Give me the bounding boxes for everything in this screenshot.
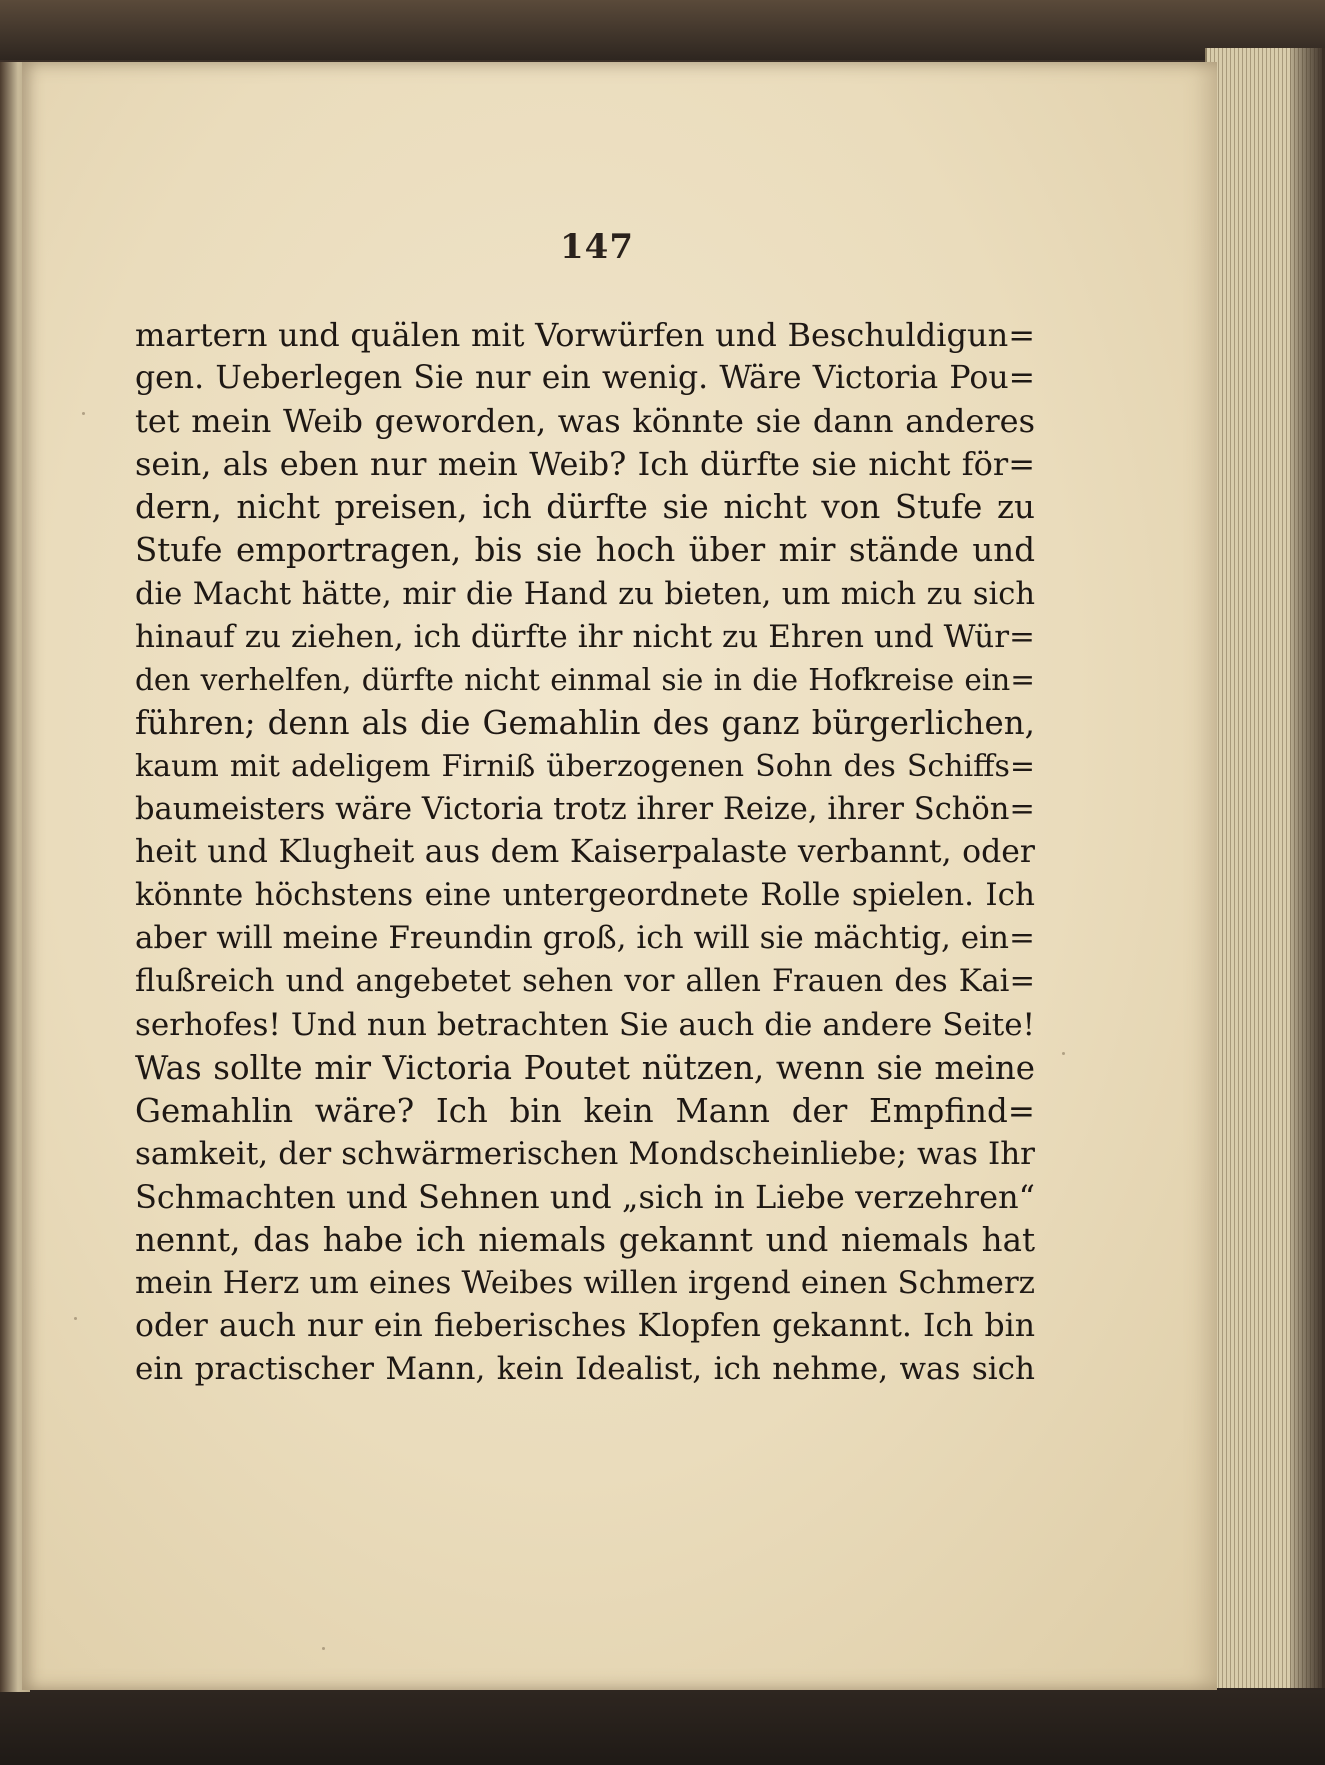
text-line: nennt, das habe ich niemals gekannt und niemals hat xyxy=(135,1220,1035,1259)
text-line: dern, nicht preisen, ich dürfte sie nicht von Stufe zu xyxy=(135,488,1035,527)
text-line: oder auch nur ein fieberisches Klopfen gekannt. Ich bin xyxy=(135,1308,1035,1345)
text-line: serhofes! Und nun betrachten Sie auch die andere Seite! xyxy=(135,1006,1035,1043)
page-number: 147 xyxy=(560,227,634,267)
text-line: hinauf zu ziehen, ich dürfte ihr nicht zu Ehren und Wür= xyxy=(135,618,1035,655)
text-line: tet mein Weib geworden, was könnte sie dann anderes xyxy=(135,402,1035,441)
text-line: flußreich und angebetet sehen vor allen Frauen des Kai= xyxy=(135,964,1035,1000)
text-line: Gemahlin wäre? Ich bin kein Mann der Empfind= xyxy=(135,1091,1035,1130)
body-text xyxy=(135,314,1035,1391)
text-line: sein, als eben nur mein Weib? Ich dürfte sie nicht för= xyxy=(135,445,1035,484)
page-stack-shadow xyxy=(1290,48,1325,1688)
text-line: samkeit, der schwärmerischen Mondscheinliebe; was Ihr xyxy=(135,1135,1035,1172)
text-line: führen; denn als die Gemahlin des ganz bürgerlichen, xyxy=(135,703,1035,742)
text-line: martern und quälen mit Vorwürfen und Beschuldigun= xyxy=(135,316,1035,354)
text-line: könnte höchstens eine untergeordnete Rolle spielen. Ich xyxy=(135,877,1035,914)
book-cover-bottom xyxy=(0,1690,1325,1765)
text-line: mein Herz um eines Weibes willen irgend einen Schmerz xyxy=(135,1265,1035,1302)
text-line: aber will meine Freundin groß, ich will sie mächtig, ein= xyxy=(135,920,1035,957)
book-page xyxy=(22,62,1217,1690)
text-line: gen. Ueberlegen Sie nur ein wenig. Wäre Victoria Pou= xyxy=(135,360,1035,397)
text-line: baumeisters wäre Victoria trotz ihrer Reize, ihrer Schön= xyxy=(135,792,1035,828)
paper-speck xyxy=(82,412,85,415)
text-line: Stufe emportragen, bis sie hoch über mir stände und xyxy=(135,531,1035,570)
text-line: heit und Klugheit aus dem Kaiserpalaste verbannt, oder xyxy=(135,834,1035,871)
text-line: die Macht hätte, mir die Hand zu bieten, um mich zu sich xyxy=(135,576,1035,612)
paper-speck xyxy=(322,1647,325,1650)
text-line: Was sollte mir Victoria Poutet nützen, wenn sie meine xyxy=(135,1048,1035,1087)
text-line: ein practischer Mann, kein Idealist, ich nehme, was sich xyxy=(135,1351,1035,1388)
text-line: Schmachten und Sehnen und „sich in Liebe verzehren“ xyxy=(135,1177,1035,1216)
text-line: den verhelfen, dürfte nicht einmal sie in die Hofkreise ein= xyxy=(135,662,1035,697)
paper-speck xyxy=(74,1317,77,1320)
text-line: kaum mit adeligem Firniß überzogenen Sohn des Schiffs= xyxy=(135,748,1035,784)
book-cover-top xyxy=(0,0,1325,60)
paper-speck xyxy=(1062,1052,1065,1055)
